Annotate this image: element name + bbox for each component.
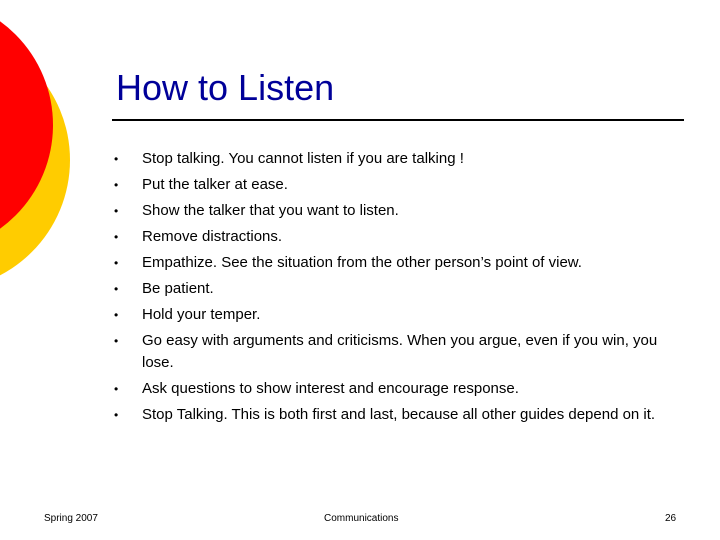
slide-number: 26 bbox=[665, 513, 677, 524]
footer-course-title: Communications bbox=[324, 513, 399, 524]
list-item bbox=[112, 174, 672, 200]
slide-title: How to Listen bbox=[116, 67, 335, 108]
bullet-text: Empathize. See the situation from the other person’s point of view. bbox=[142, 254, 582, 271]
bullet-text: Stop Talking. This is both first and last, because all other guides depend on it. bbox=[142, 406, 656, 423]
list-item bbox=[112, 304, 672, 330]
bullet-text: Ask questions to show interest and encourage response. bbox=[142, 380, 519, 397]
list-item bbox=[112, 378, 672, 404]
bullet-text: Stop talking. You cannot listen if you are talking ! bbox=[142, 150, 464, 167]
bullet-marker: • bbox=[114, 178, 119, 192]
list-item bbox=[112, 404, 672, 452]
bullet-text: Put the talker at ease. bbox=[142, 176, 288, 193]
list-item bbox=[112, 226, 672, 252]
bullet-marker: • bbox=[114, 308, 119, 322]
footer-date: Spring 2007 bbox=[44, 513, 98, 524]
bullet-marker: • bbox=[114, 408, 119, 422]
bullet-text: Go easy with arguments and criticisms. When you argue, even if you win, you lose. bbox=[142, 332, 658, 371]
decorative-circles bbox=[0, 0, 80, 290]
bullet-list bbox=[112, 148, 672, 452]
bullet-marker: • bbox=[114, 204, 119, 218]
title-underline bbox=[112, 119, 684, 121]
bullet-marker: • bbox=[114, 256, 119, 270]
bullet-text: Be patient. bbox=[142, 280, 214, 297]
bullet-marker: • bbox=[114, 152, 119, 166]
bullet-text: Hold your temper. bbox=[142, 306, 261, 323]
list-item bbox=[112, 148, 672, 174]
list-item bbox=[112, 278, 672, 304]
list-item bbox=[112, 330, 672, 378]
bullet-text: Show the talker that you want to listen. bbox=[142, 202, 399, 219]
bullet-marker: • bbox=[114, 230, 119, 244]
bullet-text: Remove distractions. bbox=[142, 228, 283, 245]
list-item bbox=[112, 252, 672, 278]
bullet-marker: • bbox=[114, 282, 119, 296]
bullet-marker: • bbox=[114, 382, 119, 396]
list-item bbox=[112, 200, 672, 226]
bullet-marker: • bbox=[114, 334, 119, 348]
